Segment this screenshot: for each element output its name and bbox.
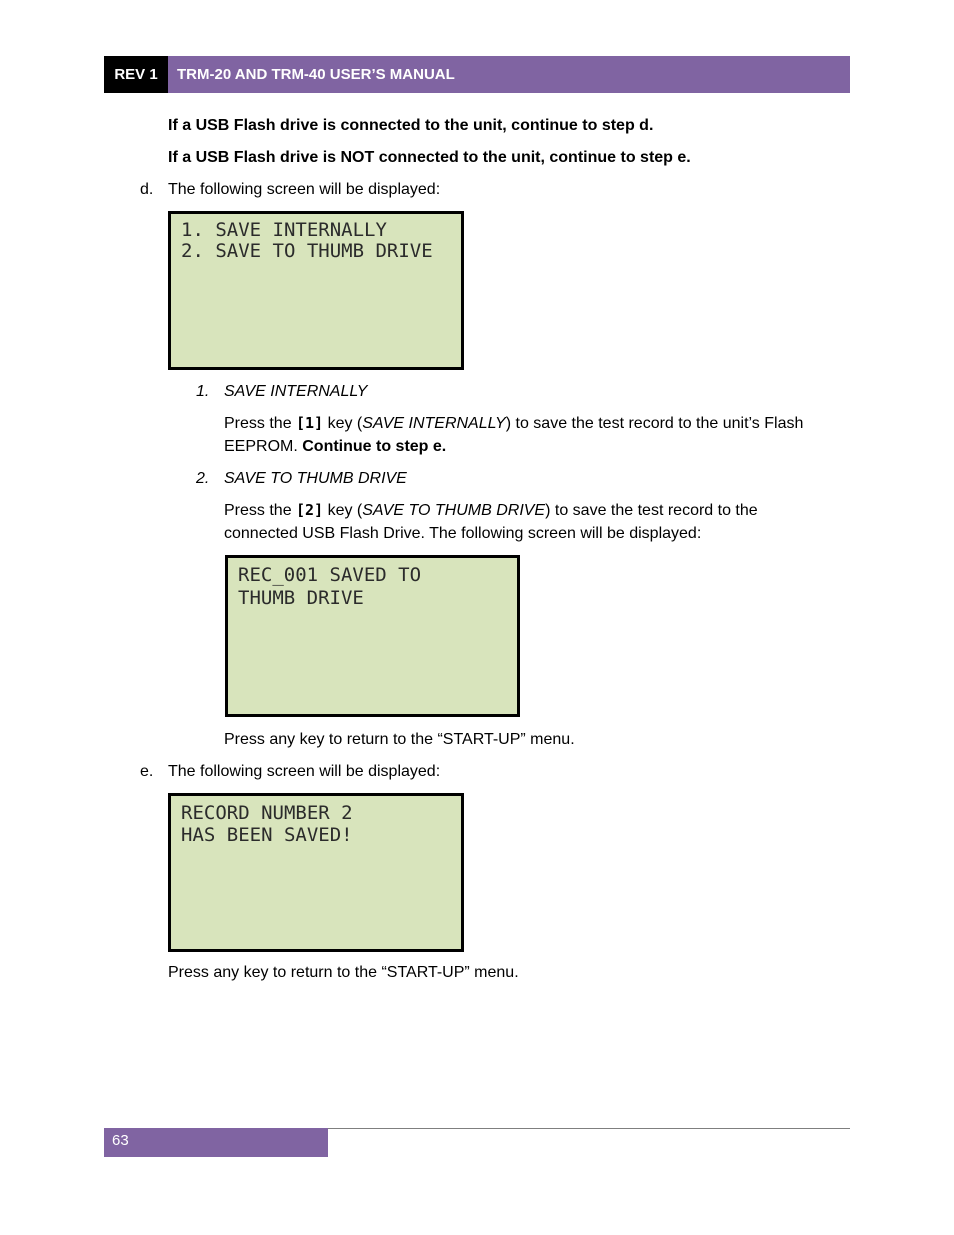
lcd-screen-thumb-drive-saved — [225, 555, 520, 717]
continue-step-e: Continue to step e. — [302, 438, 447, 455]
step-e-marker: e. — [140, 763, 154, 780]
option-1-italic: SAVE INTERNALLY — [362, 415, 506, 432]
lcd-line: HAS BEEN SAVED! — [181, 824, 353, 846]
key-word: key ( — [323, 415, 363, 432]
intro-line-usb-connected: If a USB Flash drive is connected to the unit, continue to step d. — [168, 117, 654, 134]
press-text: Press the — [224, 502, 297, 519]
revision-label: REV 1 — [104, 56, 168, 93]
step-d-marker: d. — [140, 181, 154, 198]
lcd-screen-record-saved — [168, 793, 464, 952]
option-1-description — [224, 412, 803, 435]
lcd-screen-save-menu — [168, 211, 464, 370]
manual-title: TRM-20 AND TRM-40 USER’S MANUAL — [168, 56, 850, 93]
eeprom-text: EEPROM. — [224, 438, 303, 455]
option-2-return-note: Press any key to return to the “START-UP” menu. — [224, 731, 575, 748]
option-2-italic: SAVE TO THUMB DRIVE — [362, 502, 546, 519]
key-word: key ( — [323, 502, 363, 519]
lcd-line: RECORD NUMBER 2 — [181, 802, 353, 824]
lcd-line: THUMB DRIVE — [238, 587, 364, 609]
option-2-description-line2: connected USB Flash Drive. The following screen will be displayed: — [224, 525, 702, 542]
intro-line-usb-not-connected: If a USB Flash drive is NOT connected to the unit, continue to step e. — [168, 149, 691, 166]
option-2-number: 2. — [196, 470, 210, 487]
option-1-number: 1. — [196, 383, 210, 400]
page-number: 63 — [104, 1128, 328, 1157]
step-e-return-note: Press any key to return to the “START-UP” menu. — [168, 964, 519, 981]
key-1-label: [1] — [296, 414, 324, 432]
step-e-text: The following screen will be displayed: — [168, 763, 441, 780]
key-2-label: [2] — [296, 501, 324, 519]
option-1-title: SAVE INTERNALLY — [224, 383, 368, 400]
option-2-rest: ) to save the test record to the — [545, 502, 758, 519]
press-text: Press the — [224, 415, 297, 432]
step-d-text: The following screen will be displayed: — [168, 181, 441, 198]
option-1-rest: ) to save the test record to the unit’s Flash — [505, 415, 804, 432]
lcd-line: 2. SAVE TO THUMB DRIVE — [181, 240, 433, 262]
lcd-line: REC_001 SAVED TO — [238, 564, 422, 586]
option-1-marker — [196, 380, 209, 403]
option-2-title: SAVE TO THUMB DRIVE — [224, 470, 407, 487]
lcd-line: 1. SAVE INTERNALLY — [181, 219, 387, 241]
option-2-marker — [196, 467, 209, 490]
option-2-description — [224, 499, 758, 522]
option-1-description-line2 — [224, 435, 446, 458]
